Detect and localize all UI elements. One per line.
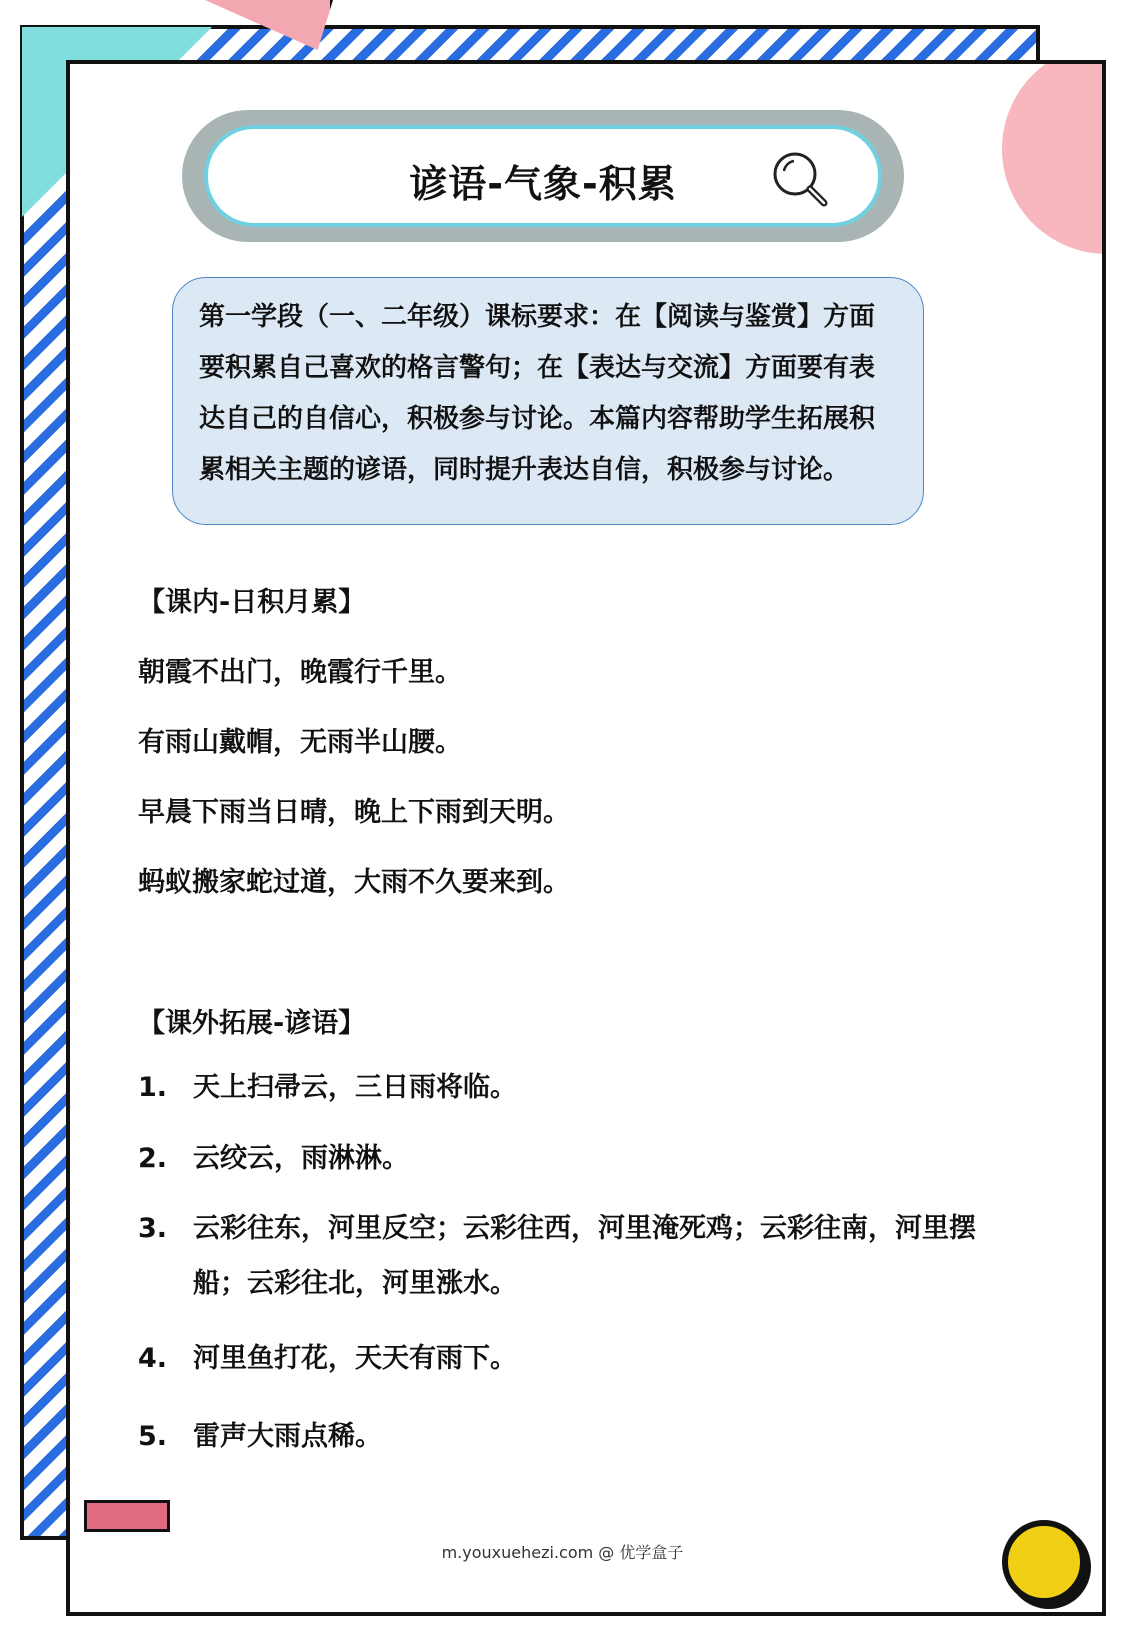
- title-banner: [182, 110, 904, 242]
- extension-heading: 【课外拓展-谚语】: [138, 1008, 366, 1039]
- item-number-5: 5.: [138, 1421, 168, 1452]
- in-class-line-2: 有雨山戴帽，无雨半山腰。: [138, 727, 462, 758]
- pink-bar-decoration: [84, 1500, 170, 1532]
- in-class-heading: 【课内-日积月累】: [138, 587, 366, 618]
- in-class-line-3: 早晨下雨当日晴，晚上下雨到天明。: [138, 797, 570, 828]
- extension-item-4: 河里鱼打花，天天有雨下。: [193, 1343, 517, 1374]
- item-number-1: 1.: [138, 1072, 168, 1103]
- extension-item-5: 雷声大雨点稀。: [193, 1421, 382, 1452]
- footer-watermark: m.youxuehezi.com @ 优学盒子: [441, 1543, 684, 1562]
- in-class-line-4: 蚂蚁搬家蛇过道，大雨不久要来到。: [138, 867, 570, 898]
- item-number-2: 2.: [138, 1143, 168, 1174]
- search-icon: [770, 149, 832, 211]
- in-class-line-1: 朝霞不出门，晚霞行千里。: [138, 657, 462, 688]
- extension-item-3: 云彩往东，河里反空；云彩往西，河里淹死鸡；云彩往南，河里摆船；云彩往北，河里涨水。: [193, 1213, 976, 1299]
- extension-item-1: 天上扫帚云，三日雨将临。: [193, 1072, 517, 1103]
- pink-circle-decoration: [1002, 60, 1106, 254]
- item-number-3: 3.: [138, 1213, 168, 1244]
- requirement-text: 第一学段（一、二年级）课标要求：在【阅读与鉴赏】方面要积累自己喜欢的格言警句；在【表达与交流】方面要有表达自己的自信心，积极参与讨论。本篇内容帮助学生拓展积累相关主题的谚语，同时提升表达自信，积极参与讨论。: [199, 302, 876, 485]
- title-box: [204, 125, 882, 227]
- page-title: 谚语-气象-积累: [409, 162, 677, 206]
- extension-item-2: 云绞云，雨淋淋。: [193, 1143, 409, 1174]
- curriculum-requirement-box: [172, 277, 924, 525]
- item-number-4: 4.: [138, 1343, 168, 1374]
